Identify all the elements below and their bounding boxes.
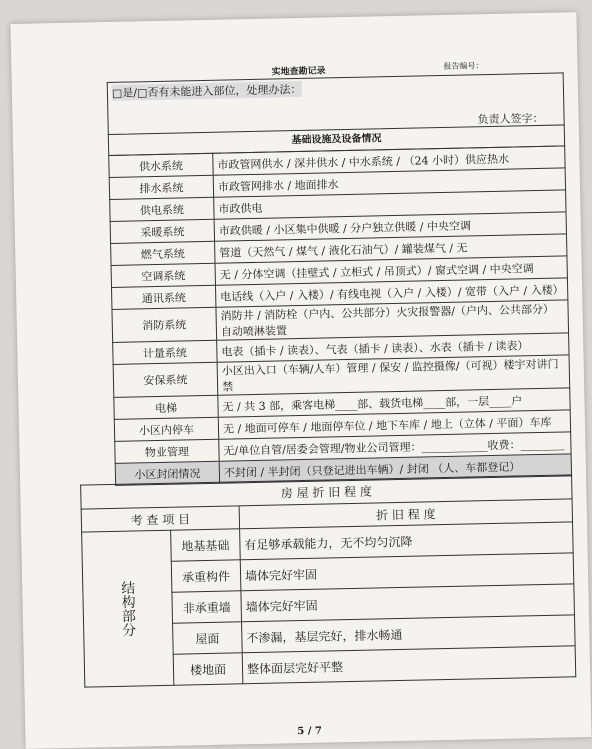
- structure-item-value: 墙体完好牢固: [240, 553, 574, 591]
- row-label: 物业管理: [115, 439, 219, 463]
- row-value: 市政供电: [214, 190, 566, 219]
- row-label: 消防系统: [112, 307, 217, 342]
- row-label: 排水系统: [109, 175, 213, 199]
- row-value: 市政供暖 / 小区集中供暖 / 分户独立供暖 / 中央空调: [214, 212, 566, 241]
- row-value: 电话线（入户 / 入楼）/ 有线电视（入户 / 入楼）/ 宽带（入户 / 入楼）: [215, 278, 567, 307]
- structure-item-label: 屋面: [173, 622, 243, 654]
- structure-item-value: 墙体完好牢固: [241, 584, 575, 622]
- row-label: 计量系统: [113, 340, 217, 364]
- section-depreciation-title: 房 屋 折 旧 程 度: [80, 474, 572, 509]
- infrastructure-table: [108, 145, 572, 485]
- structure-group-label: 结构部分: [82, 530, 174, 687]
- col-header-degree: 折 旧 程 度: [239, 499, 572, 529]
- document-page: [10, 12, 591, 749]
- row-value: 无/单位自管/居委会管理/物业公司管理：____________收费：________: [219, 432, 571, 461]
- signature-label: 负责人签字：: [477, 111, 544, 127]
- row-label: 空调系统: [111, 263, 215, 287]
- row-label: 小区内停车: [114, 417, 218, 441]
- row-value: 市政管网供水 / 深井供水 / 中水系统 / （24 小时）供应热水: [213, 146, 565, 175]
- row-value: 无 / 地面可停车 / 地面停车位 / 地下车库 / 地上（立体 / 平面）车库: [218, 410, 570, 439]
- row-label: 供水系统: [109, 153, 213, 177]
- row-value: 管道（天然气 / 煤气 / 液化石油气）/ 罐装煤气 / 无: [215, 234, 567, 263]
- row-value: 无 / 分体空调（挂壁式 / 立柜式 / 吊顶式）/ 窗式空调 / 中央空调: [215, 256, 567, 285]
- structure-item-value: 有足够承载能力，无不均匀沉降: [240, 522, 574, 560]
- row-value: 电表（插卡 / 读表）、气表（插卡 / 读表）、水表（插卡 / 读表）: [217, 333, 569, 362]
- row-value: 市政管网排水 / 地面排水: [213, 168, 565, 197]
- structure-item-value: 不渗漏，基层完好，排水畅通: [242, 615, 576, 653]
- structure-item-label: 楼地面: [173, 653, 243, 685]
- row-label: 小区封闭情况: [115, 461, 219, 485]
- structure-item-label: 地基基础: [171, 529, 241, 561]
- depreciation-table: [81, 498, 577, 687]
- row-label: 燃气系统: [111, 241, 215, 265]
- row-label: 通讯系统: [112, 285, 216, 309]
- row-label: 供电系统: [110, 197, 214, 221]
- page-number: 5 / 7: [297, 725, 322, 738]
- structure-item-label: 非承重墙: [172, 591, 242, 623]
- section-infrastructure-title: 基础设施及设备情况: [108, 124, 565, 156]
- row-label: 电梯: [114, 395, 218, 419]
- structure-item-label: 承重构件: [171, 560, 241, 592]
- document-title: 实地查勘记录: [271, 66, 326, 78]
- row-value: 小区出入口（车辆/人车）管理 / 保安 / 监控摄像/（可视）楼宇对讲门禁: [217, 355, 570, 395]
- row-value: 消防井 / 消防栓（户内、公共部分）火灾报警器/（户内、公共部分）自动喷淋装置: [216, 300, 569, 340]
- col-header-item: 考 查 项 目: [81, 506, 239, 532]
- report-number-label: 报告编号：: [443, 61, 484, 71]
- row-value: 无 / 共 3 部，乘客电梯____部、载货电梯____部，一层____户: [218, 388, 570, 417]
- access-question: □是/□否有未能进入部位，处理办法：: [111, 82, 302, 100]
- row-label: 采暖系统: [110, 219, 214, 243]
- structure-item-value: 整体面层完好平整: [242, 646, 576, 684]
- row-label: 安保系统: [113, 362, 218, 397]
- row-value: 不封闭 / 半封闭（只登记进出车辆）/ 封闭 （人、车都登记）: [219, 454, 571, 483]
